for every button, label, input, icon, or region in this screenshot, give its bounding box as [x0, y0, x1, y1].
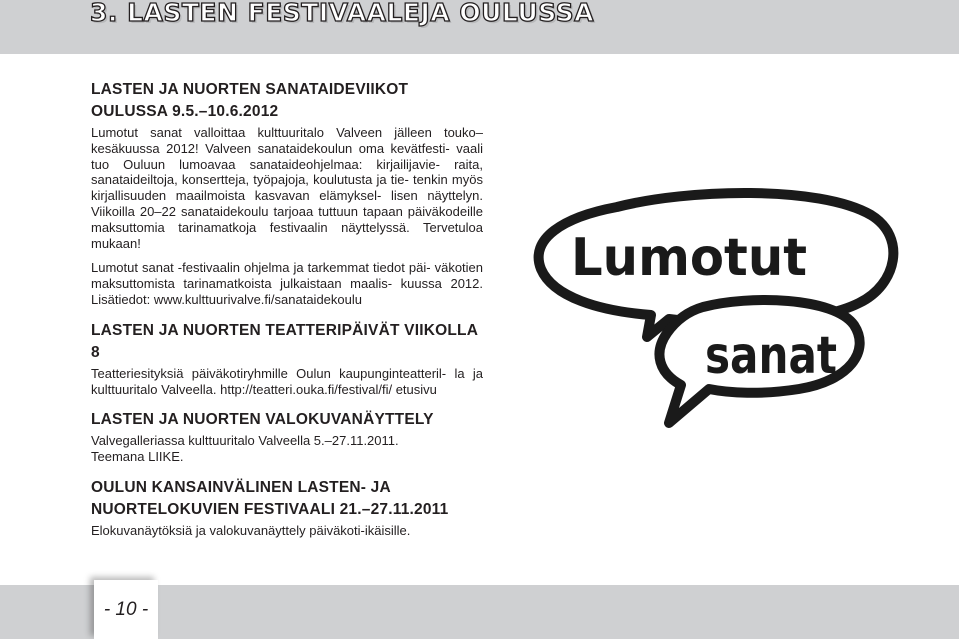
logo-text-line2: sanat: [705, 326, 837, 386]
heading-line: OULUN KANSAINVÄLINEN LASTEN- JA: [91, 478, 391, 496]
chapter-title: 3. LASTEN FESTIVAALEJA OULUSSA: [90, 0, 594, 27]
paragraph: [91, 366, 483, 398]
text-line: Teemana LIIKE.: [91, 449, 184, 465]
section-heading: [91, 320, 483, 364]
text-line: väkotien maksuttomista tarinamatkoista julkaistaan maalis-: [91, 260, 484, 292]
section-elokuvafestivaali: [91, 477, 483, 539]
section-sanataideviikot: [91, 79, 483, 308]
text-line: raita, sanataideiltoja, konsertteja, työpajoja, koulutusta ja tie-: [91, 156, 483, 188]
paragraph: [91, 260, 483, 307]
text-line: näyttelyssä. Tervetuloa mukaan!: [91, 219, 483, 251]
text-line: Valvegalleriassa kulttuuritalo Valveella 5.–27.11.2011.: [91, 433, 399, 449]
section-heading: [91, 477, 483, 521]
text-line: lisen näyttelyn. Viikoilla 20–22 sanataidekoulu tarjoaa tuttuun: [91, 188, 483, 219]
heading-line: OULUSSA 9.5.–10.6.2012: [91, 103, 279, 120]
text-line: Elokuvanäytöksiä ja valokuvanäyttely päiväkoti-ikäisille.: [91, 522, 411, 538]
header-band: [0, 0, 959, 54]
text-line: Lumotut sanat -festivaalin ohjelma ja tarkemmat tiedot päi-: [91, 260, 431, 276]
text-line: etusivu: [395, 381, 437, 397]
heading-line: NUORTELOKUVIEN FESTIVAALI 21.–27.11.2011: [91, 500, 449, 518]
article-body: [91, 79, 483, 539]
text-line: Lumotut sanat valloittaa kulttuuritalo Valveen jälleen touko–: [91, 125, 483, 140]
heading-line: LASTEN JA NUORTEN TEATTERIPÄIVÄT VIIKOLLA 8: [91, 321, 478, 361]
text-line: tenkin myös kirjallisuuden maailmoista kasvavan elämyksel-: [91, 172, 483, 204]
text-line: tapaan päiväkodeille maksuttomia tarinamatkoja festivaalin: [91, 203, 483, 235]
page-number-box: [94, 580, 158, 639]
section-valokuvanayttely: [91, 409, 483, 465]
heading-line: LASTEN JA NUORTEN SANATAIDEVIIKOT: [91, 81, 409, 98]
section-heading: [91, 79, 483, 123]
text-line: la ja kulttuuritalo Valveella. http://teatteri.ouka.fi/festival/fi/: [91, 365, 483, 397]
paragraph: [91, 125, 483, 251]
text-line: vaali tuo Ouluun lumoavaa sanataideohjelmaa: kirjailijavie-: [91, 140, 483, 172]
paragraph: [91, 433, 483, 465]
paragraph: [91, 523, 483, 539]
section-heading: [91, 409, 483, 431]
text-line: kesäkuussa 2012! Valveen sanataidekoulun oma kevätfesti-: [91, 140, 450, 156]
heading-line: LASTEN JA NUORTEN VALOKUVANÄYTTELY: [91, 411, 434, 429]
text-line: kuussa 2012. Lisätiedot: www.kulttuurivalve.fi/sanataidekoulu: [91, 276, 483, 307]
lumotut-sanat-logo: [519, 185, 899, 445]
page-number: - 10 -: [103, 598, 149, 620]
logo-text-line1: Lumotut: [571, 228, 807, 288]
text-line: Teatteriesityksiä päiväkotiryhmille Oulun kaupunginteatteril-: [91, 365, 447, 381]
section-teatteripaivat: [91, 320, 483, 398]
